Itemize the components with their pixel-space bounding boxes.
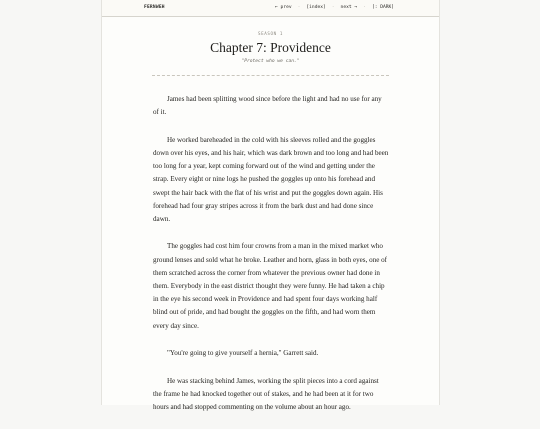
theme-toggle[interactable]: [: DARK] bbox=[371, 5, 395, 10]
season-label: SEASON 1 bbox=[258, 31, 283, 36]
next-link[interactable]: next → bbox=[340, 5, 358, 10]
nav-separator: · bbox=[297, 5, 301, 10]
paragraph: He was stacking behind James, working the split pieces into a cord against the frame he had knocked together out of stakes, and he had been at it for two hours and had stopped commenting on the volume about an hour ago. bbox=[153, 376, 379, 412]
paragraph: The goggles had cost him four crowns from a man in the mixed market who ground lenses and sold what he broke. Leather and horn, glass in both eyes, one of them scratched across the corner from whatever the previous owner had done in them. Everybody in the east district thought they were funny. He had taken a chip in the eye his second week in Providence and had spent four days working half blind out of pride, and had bought the goggles on the fifth, and had worn them every day since. bbox=[153, 242, 388, 330]
prev-link[interactable]: ← prev bbox=[275, 5, 292, 10]
site-brand[interactable]: FERNWEH bbox=[144, 5, 165, 10]
nav-separator: · bbox=[331, 5, 335, 10]
nav-separator: · bbox=[363, 5, 366, 10]
top-bar bbox=[102, 0, 439, 17]
divider bbox=[152, 75, 389, 76]
paragraph: James had been splitting wood since before the light and had no use for any of it. bbox=[153, 95, 382, 117]
chapter-nav bbox=[275, 5, 394, 10]
index-link[interactable]: [index] bbox=[306, 5, 326, 10]
chapter-body bbox=[153, 93, 389, 429]
paragraph: He worked bareheaded in the cold with his sleeves rolled and the goggles down over his eyes, and his hair, which was dark brown and too long and had been too long for a year, kept coming forward out of the wind and getting under the strap. Every eight or nine logs he pushed the goggles up onto his forehead and swept the hair back with the flat of his wrist and put the goggles down again. His forehead had four gray stripes across it from the bark dust and had done since dawn. bbox=[153, 135, 389, 223]
paragraph: "You're going to give yourself a hernia," Garrett said. bbox=[167, 349, 319, 358]
reader-page bbox=[101, 0, 440, 412]
chapter-title: Chapter 7: Providence bbox=[210, 40, 331, 55]
chapter-epigraph: "Protect who we can." bbox=[241, 59, 300, 64]
